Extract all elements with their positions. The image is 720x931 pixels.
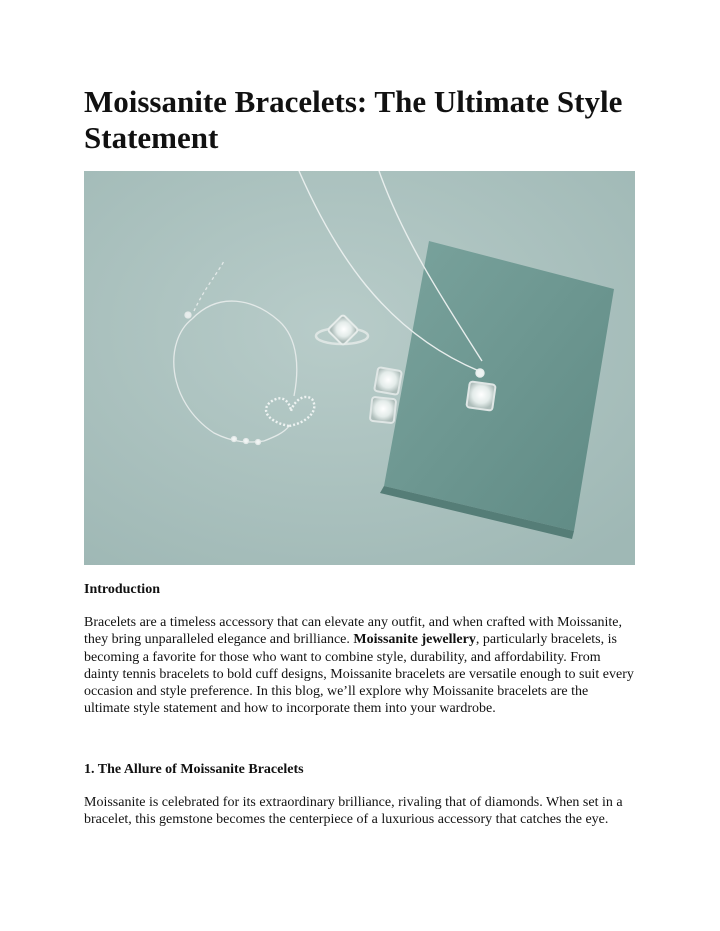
section-heading-allure: 1. The Allure of Moissanite Bracelets xyxy=(84,762,304,777)
article-title: Moissanite Bracelets: The Ultimate Style Statement xyxy=(84,84,623,155)
paragraph-introduction xyxy=(84,614,636,718)
paragraph-allure: Moissanite is celebrated for its extraordinary brilliance, rivaling that of diamonds. When set in a bracelet, this gemstone becomes the centerpiece of a luxurious accessory that catches the eye. xyxy=(84,795,623,828)
intro-text-end: , particularly bracelets, is becoming a favorite for those who want to combine style, durability, and affordability. From dainty tennis bracelets to bold cuff designs, Moissanite bracelets are versatile enough to suit every occasion and style preference. In this blog, we’ll explore why Moissanite bracelets are the ultimate style statement and how to incorporate them into your wardrobe. xyxy=(84,632,634,717)
intro-text-start: Bracelets are a timeless accessory that can elevate any outfit, and when crafted with Moissanite, they bring unparalleled elegance and brilliance. xyxy=(84,615,623,648)
section-heading-introduction: Introduction xyxy=(84,582,160,597)
jewelry-photo xyxy=(84,171,635,565)
moissanite-jewellery-bold: Moissanite jewellery xyxy=(353,632,476,648)
